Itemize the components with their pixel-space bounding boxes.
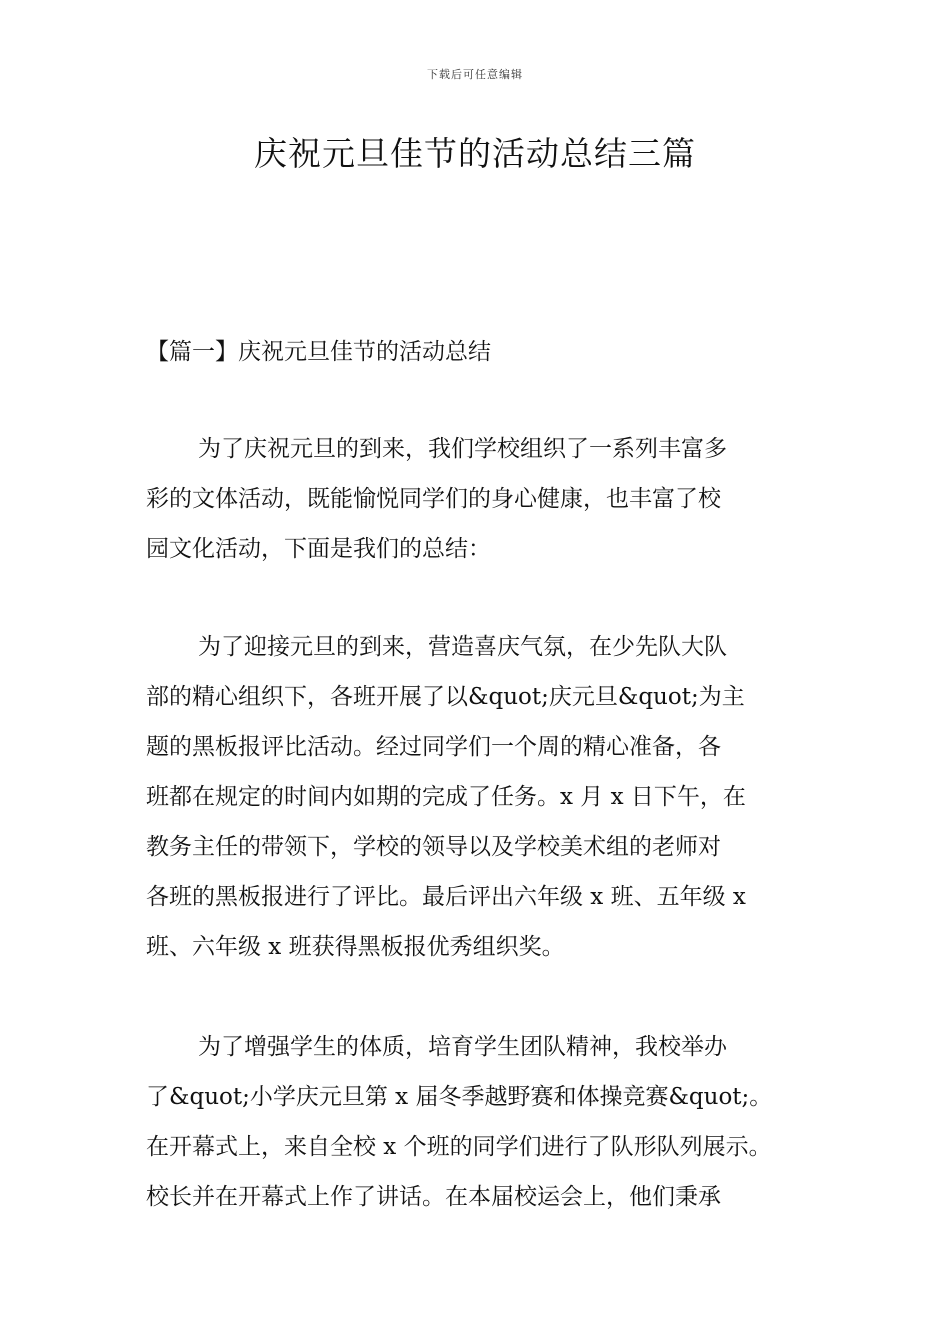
section-heading: 【篇一】庆祝元旦佳节的活动总结 <box>146 339 491 365</box>
paragraph-line: 各班的黑板报进行了评比。最后评出六年级 x 班、五年级 x <box>146 884 746 910</box>
paragraph-line: 题的黑板报评比活动。经过同学们一个周的精心准备，各 <box>146 734 721 760</box>
paragraph-line: 彩的文体活动，既能愉悦同学们的身心健康，也丰富了校 <box>146 486 721 512</box>
paragraph-line: 部的精心组织下，各班开展了以&quot;庆元旦&quot;为主 <box>146 684 745 710</box>
paragraph-line: 为了迎接元旦的到来，营造喜庆气氛，在少先队大队 <box>198 634 727 660</box>
paragraph-line: 在开幕式上，来自全校 x 个班的同学们进行了队形队列展示。 <box>146 1134 772 1160</box>
paragraph-line: 园文化活动，下面是我们的总结： <box>146 536 491 562</box>
header-note: 下载后可任意编辑 <box>427 68 523 81</box>
paragraph-line: 教务主任的带领下，学校的领导以及学校美术组的老师对 <box>146 834 721 860</box>
paragraph-3 <box>146 1022 811 1222</box>
paragraph-line: 为了增强学生的体质，培育学生团队精神，我校举办 <box>198 1034 727 1060</box>
paragraph-2 <box>146 622 811 972</box>
paragraph-line: 班都在规定的时间内如期的完成了任务。x 月 x 日下午，在 <box>146 784 746 810</box>
paragraph-line: 校长并在开幕式上作了讲话。在本届校运会上，他们秉承 <box>146 1184 721 1210</box>
paragraph-line: 了&quot;小学庆元旦第 x 届冬季越野赛和体操竞赛&quot;。 <box>146 1084 773 1110</box>
paragraph-line: 为了庆祝元旦的到来，我们学校组织了一系列丰富多 <box>198 436 727 462</box>
paragraph-1 <box>146 424 811 574</box>
document-title: 庆祝元旦佳节的活动总结三篇 <box>254 134 696 173</box>
paragraph-line: 班、六年级 x 班获得黑板报优秀组织奖。 <box>146 934 565 960</box>
